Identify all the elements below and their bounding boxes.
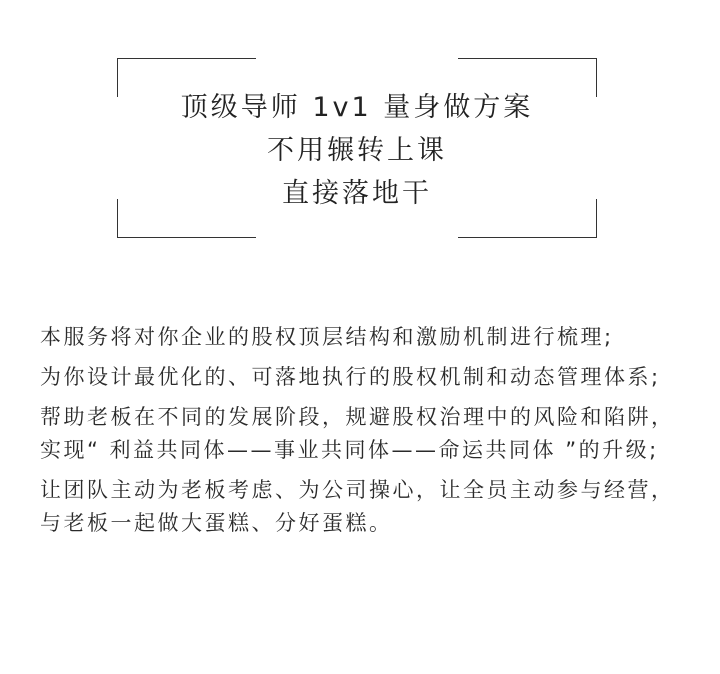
paragraph-design: 为你设计最优化的、可落地执行的股权机制和动态管理体系;	[40, 365, 661, 389]
paragraph-help: 帮助老板在不同的发展阶段，规避股权治理中的风险和陷阱，实现“ 利益共同体——事业共同体——命运共同体 ”的升级;	[40, 405, 675, 462]
headline-frame	[117, 58, 597, 238]
paragraph-structure: 本服务将对你企业的股权顶层结构和激励机制进行梳理;	[40, 325, 614, 349]
headline	[117, 86, 597, 215]
paragraph-team: 让团队主动为老板考虑、为公司操心，让全员主动参与经营，与老板一起做大蛋糕、分好蛋糕。	[40, 478, 675, 535]
headline-line-3: 直接落地干	[282, 178, 432, 209]
headline-line-2: 不用辗转上课	[267, 135, 447, 166]
service-description	[40, 321, 684, 547]
headline-line-1: 顶级导师 1v1 量身做方案	[180, 92, 534, 123]
